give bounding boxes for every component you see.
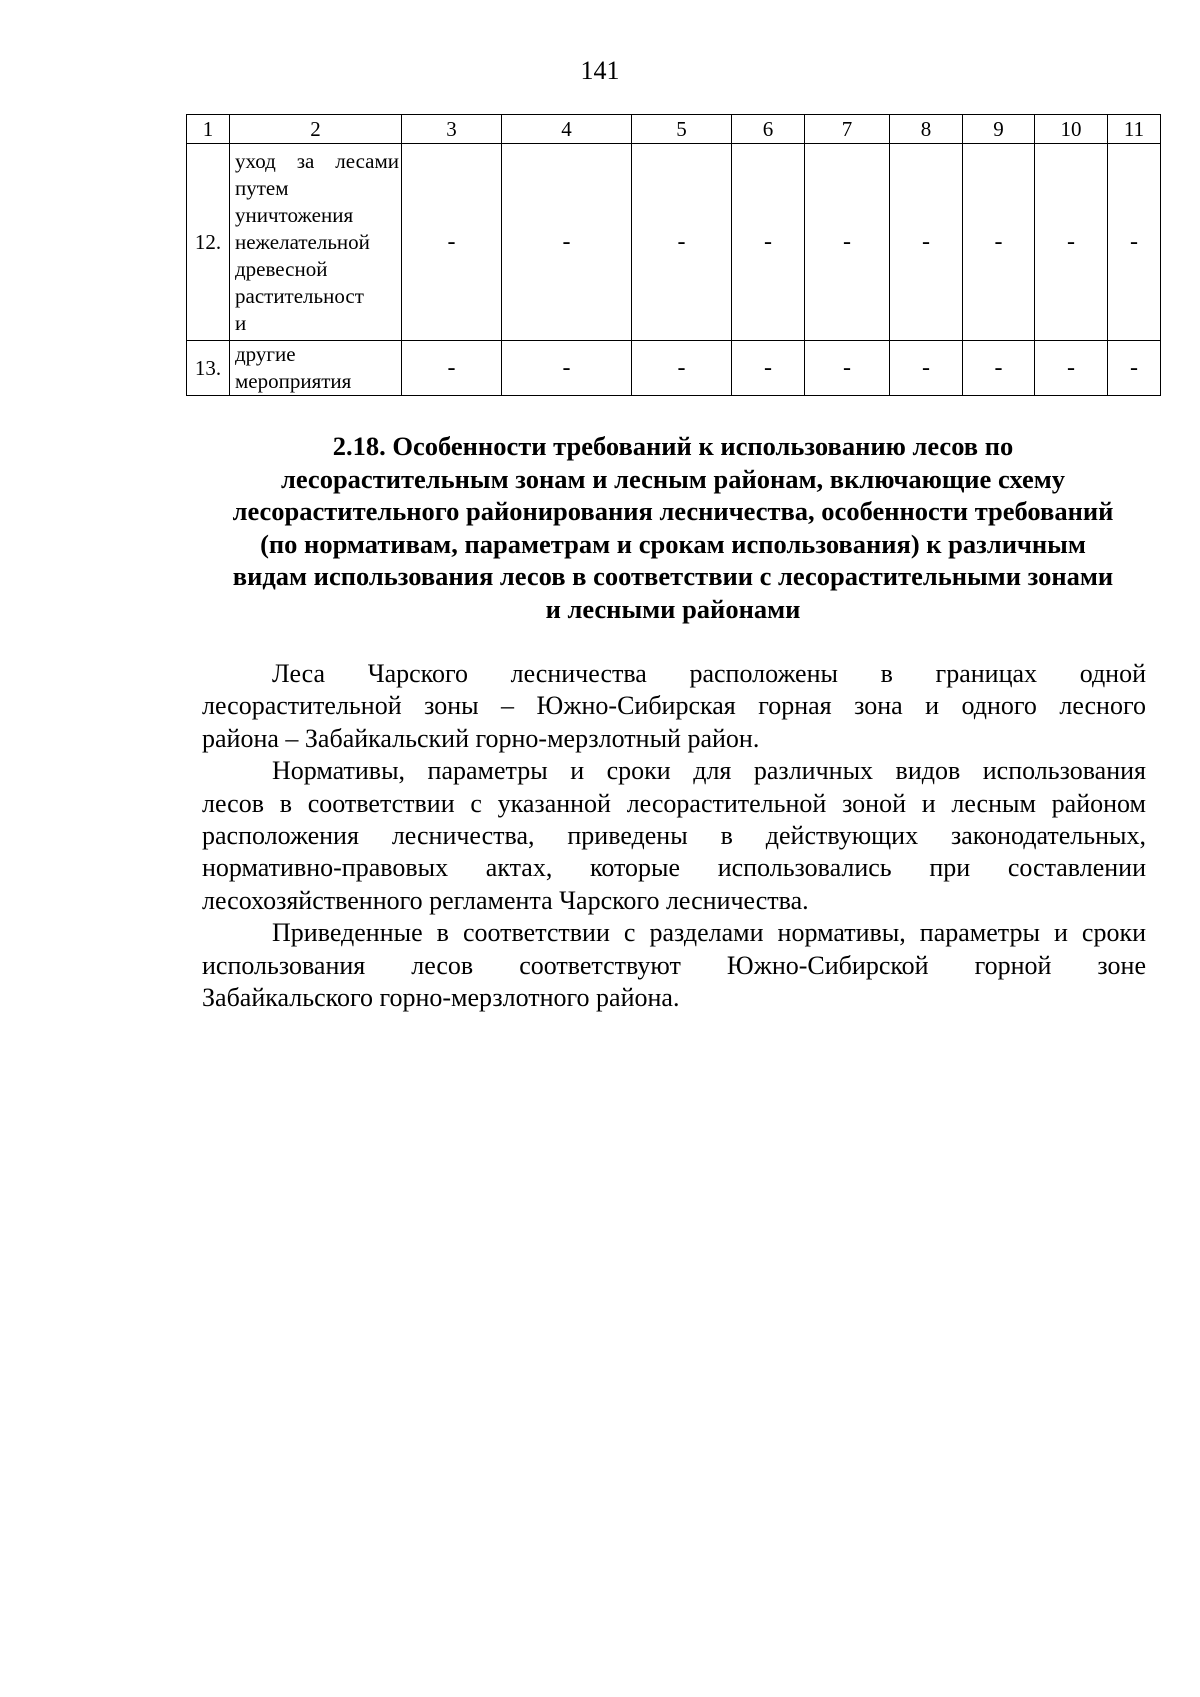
table-cell: - <box>805 144 890 341</box>
text-line: Приведенные в соответствии с разделами нормативы, параметры и сроки <box>272 918 1146 948</box>
section-heading <box>186 430 1160 625</box>
forest-measures-table <box>186 114 1161 396</box>
table-cell: - <box>502 341 632 396</box>
measure-name-line: путем <box>235 175 289 200</box>
text-line: Леса Чарского лесничества расположены в границах одной <box>272 659 1146 688</box>
text-line: лесорастительной зоны – Южно-Сибирская горная зона и одного лесного <box>202 691 1146 721</box>
measure-name-line: растительност <box>235 283 364 308</box>
measure-name <box>230 341 402 396</box>
column-header: 8 <box>890 115 963 144</box>
page-number: 141 <box>580 56 620 85</box>
row-number: 13. <box>187 341 230 396</box>
heading-line: 2.18. Особенности требований к использованию лесов по <box>332 431 1014 461</box>
table-cell: - <box>1035 341 1108 396</box>
heading-line: лесорастительного районирования лесничества, особенности требований <box>232 496 1114 526</box>
table-cell: - <box>805 341 890 396</box>
column-header: 7 <box>805 115 890 144</box>
table-cell: - <box>732 144 805 341</box>
measure-name-line: нежелательной <box>235 229 370 254</box>
column-header: 10 <box>1035 115 1108 144</box>
measure-name-line: мероприятия <box>235 369 352 393</box>
column-header: 1 <box>187 115 230 144</box>
heading-line: (по нормативам, параметрам и срокам использования) к различным <box>260 528 1086 559</box>
table-row <box>187 144 1161 341</box>
table-cell: - <box>502 144 632 341</box>
text-line: лесохозяйственного регламента Чарского лесничества. <box>202 885 809 915</box>
table-cell: - <box>402 144 502 341</box>
table-cell: - <box>1108 144 1161 341</box>
column-header: 5 <box>632 115 732 144</box>
measure-name-line: древесной <box>235 256 328 281</box>
measure-name-line: уничтожения <box>235 202 354 227</box>
table-cell: - <box>1108 341 1161 396</box>
table-cell: - <box>632 341 732 396</box>
column-header: 6 <box>732 115 805 144</box>
text-line: Забайкальского горно-мерзлотного района. <box>202 983 680 1013</box>
column-header: 2 <box>230 115 402 144</box>
table-row <box>187 341 1161 396</box>
measure-name <box>230 144 402 341</box>
table-cell: - <box>402 341 502 396</box>
table-cell: - <box>1035 144 1108 341</box>
text-line: использования лесов соответствуют Южно-Сибирской горной зоне <box>202 950 1146 980</box>
measure-name-line: другие <box>235 342 296 366</box>
table-header-row <box>187 115 1161 144</box>
table-cell: - <box>890 341 963 396</box>
column-header: 3 <box>402 115 502 144</box>
text-line: Нормативы, параметры и сроки для различных видов использования <box>272 756 1146 786</box>
measure-name-line: и <box>235 310 247 335</box>
text-line: нормативно-правовых актах, которые использовались при составлении <box>202 853 1146 883</box>
column-header: 9 <box>963 115 1035 144</box>
heading-line: видам использования лесов в соответствии с лесорастительными зонами <box>232 561 1114 591</box>
paragraph <box>202 917 1146 1014</box>
text-line: лесов в соответствии с указанной лесорастительной зоной и лесным районом <box>202 788 1146 818</box>
table-cell: - <box>632 144 732 341</box>
table-cell: - <box>732 341 805 396</box>
heading-line: и лесными районами <box>545 593 801 624</box>
column-header: 11 <box>1108 115 1161 144</box>
heading-line: лесорастительным зонам и лесным районам, включающие схему <box>280 463 1066 494</box>
measure-name-line: уход за лесами <box>235 148 399 173</box>
paragraph <box>202 755 1146 917</box>
body-text <box>202 658 1146 1014</box>
text-line: района – Забайкальский горно-мерзлотный район. <box>202 723 760 753</box>
column-header: 4 <box>502 115 632 144</box>
paragraph <box>202 658 1146 755</box>
table-cell: - <box>890 144 963 341</box>
table-cell: - <box>963 144 1035 341</box>
text-line: расположения лесничества, приведены в действующих законодательных, <box>202 821 1146 851</box>
table-cell: - <box>963 341 1035 396</box>
row-number: 12. <box>187 144 230 341</box>
